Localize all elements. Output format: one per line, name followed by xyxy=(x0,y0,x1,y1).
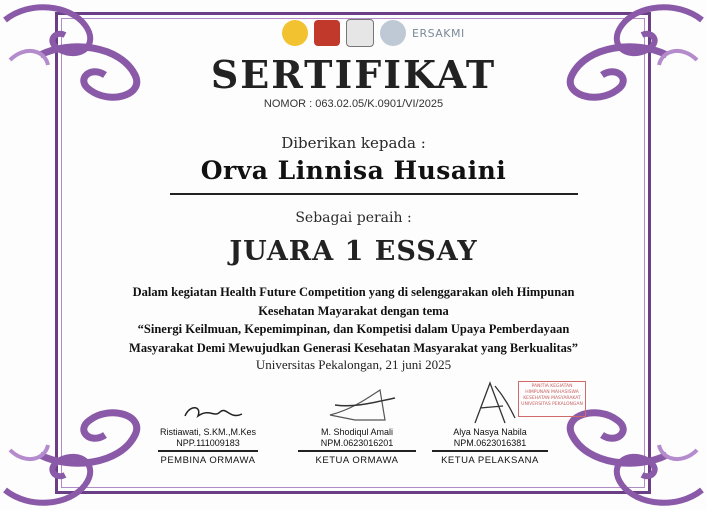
body-line: Kesehatan Mayarakat dengan tema xyxy=(258,304,449,318)
ersakmi-logo-text: ERSAKMI xyxy=(412,26,465,40)
bottom-left-ornament xyxy=(0,400,150,510)
recipient-underline xyxy=(170,193,578,195)
signer-name: M. Shodiqul Amali xyxy=(320,427,394,437)
signature-rule xyxy=(298,450,416,452)
body-line: Masyarakat Demi Mewujudkan Generasi Kesehatan Masyarakat yang Berkualitas” xyxy=(129,341,578,355)
logo-row xyxy=(282,18,465,48)
university-logo xyxy=(282,20,308,46)
signer-name: Ristiawati, S.KM.,M.Kes xyxy=(159,427,257,437)
signature-mark-1 xyxy=(180,402,250,424)
body-line: “Sinergi Keilmuan, Kepemimpinan, dan Kompetisi dalam Upaya Pemberdayaan xyxy=(137,322,570,336)
stamp-line: UNIVERSITAS PEKALONGAN xyxy=(521,402,583,407)
signer-id: NPP.111009183 xyxy=(176,438,240,448)
committee-stamp xyxy=(518,381,586,417)
signer-role: KETUA PELAKSANA xyxy=(441,455,539,466)
certificate-number: NOMOR : 063.02.05/K.0901/VI/2025 xyxy=(263,98,444,110)
given-to-label: Diberikan kepada : xyxy=(281,134,426,152)
place-date: Universitas Pekalongan, 21 juni 2025 xyxy=(255,357,452,372)
stamp-line: HIMPUNAN MAHASISWA xyxy=(525,390,579,395)
signer-id: NPM.0623016201 xyxy=(320,438,394,448)
certificate-title: SERTIFIKAT xyxy=(210,52,497,97)
signature-block-pembina xyxy=(158,427,258,466)
signer-role: PEMBINA ORMAWA xyxy=(160,455,256,466)
hmkm-logo xyxy=(346,19,374,47)
signature-rule xyxy=(158,450,258,452)
signature-mark-3 xyxy=(465,378,525,428)
recipient-name: Orva Linnisa Husaini xyxy=(200,156,507,185)
body-line: Dalam kegiatan Health Future Competition yang di selenggarakan oleh Himpunan xyxy=(132,285,575,299)
signer-name: Alya Nasya Nabila xyxy=(453,427,527,437)
stamp-line: KESEHATAN MASYARAKAT xyxy=(523,396,581,401)
signer-id: NPM.0623016381 xyxy=(453,438,527,448)
faculty-logo xyxy=(314,20,340,46)
award-title: JUARA 1 ESSAY xyxy=(229,236,478,267)
signature-block-ketua-ormawa xyxy=(298,427,416,466)
signature-block-ketua-pelaksana xyxy=(432,427,548,466)
ersakmi-logo xyxy=(380,20,406,46)
signer-role: KETUA ORMAWA xyxy=(315,455,399,466)
signature-mark-2 xyxy=(325,380,405,425)
as-label: Sebagai peraih : xyxy=(295,210,412,226)
signature-rule xyxy=(432,450,548,452)
stamp-line: PANITIA KEGIATAN xyxy=(531,384,573,389)
